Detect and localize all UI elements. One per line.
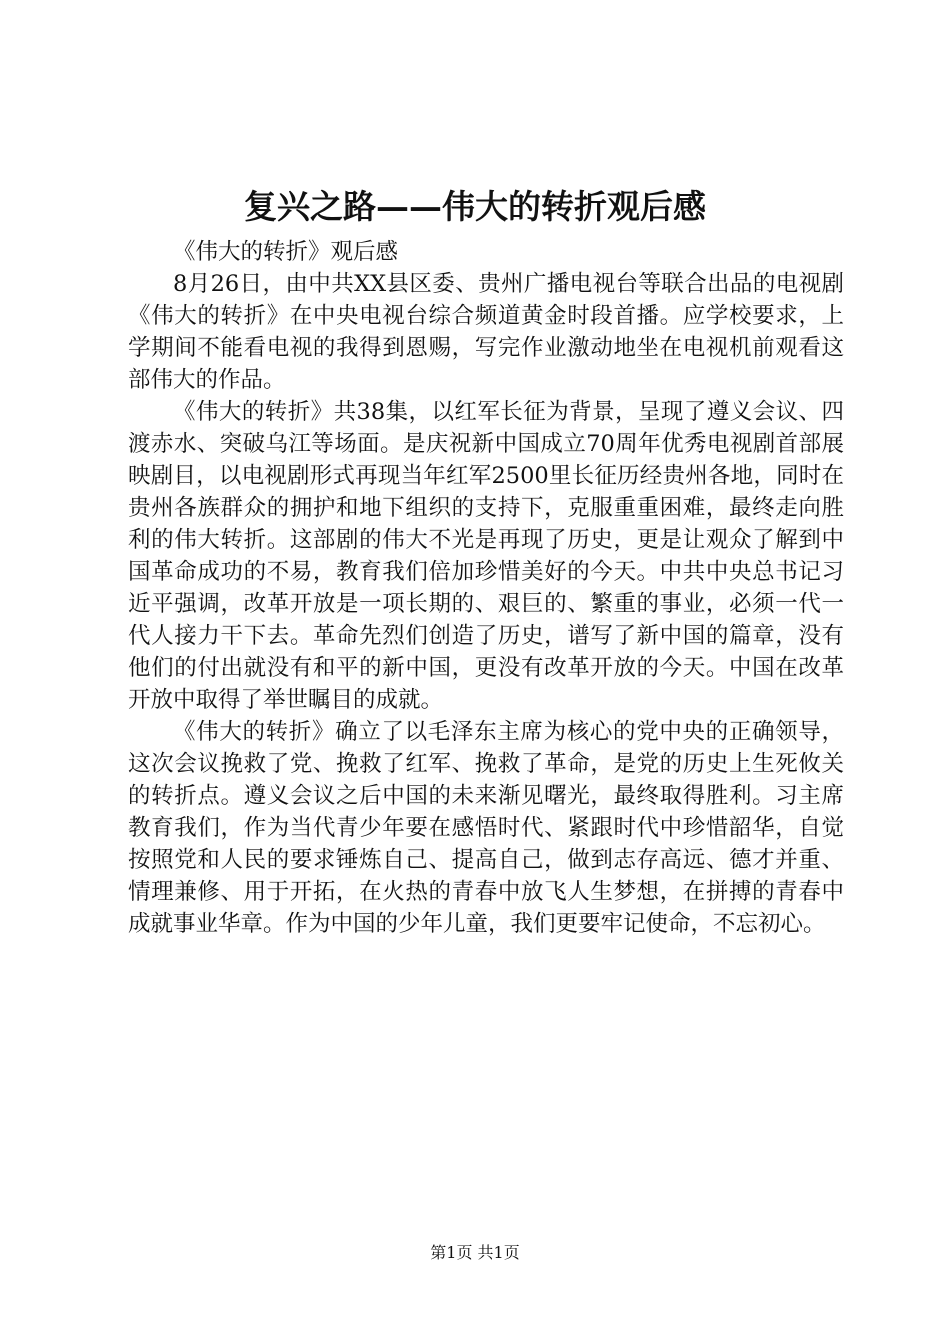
document-title: 复兴之路——伟大的转折观后感 <box>244 187 706 226</box>
paragraph-1: 8月26日，由中共XX县区委、贵州广播电视台等联合出品的电视剧《伟大的转折》在中央电视台综合频道黄金时段首播。应学校要求，上学期间不能看电视的我得到恩赐，写完作业激动地坐在电视机前观看这部伟大的作品。 <box>128 271 844 393</box>
paragraph-2: 《伟大的转折》共38集，以红军长征为背景，呈现了遵义会议、四渡赤水、突破乌江等场面。是庆祝新中国成立70周年优秀电视剧首部展映剧目，以电视剧形式再现当年红军2500里长征历经贵州各地，同时在贵州各族群众的拥护和地下组织的支持下，克服重重困难，最终走向胜利的伟大转折。这部剧的伟大不光是再现了历史，更是让观众了解到中国革命成功的不易，教育我们倍加珍惜美好的今天。中共中央总书记习近平强调，改革开放是一项长期的、艰巨的、繁重的事业，必须一代一代人接力干下去。革命先烈们创造了历史，谱写了新中国的篇章，没有他们的付出就没有和平的新中国，更没有改革开放的今天。中国在改革开放中取得了举世瞩目的成就。 <box>128 399 844 713</box>
document-body <box>128 236 844 940</box>
paragraph-3: 《伟大的转折》确立了以毛泽东主席为核心的党中央的正确领导，这次会议挽救了党、挽救了红军、挽救了革命，是党的历史上生死攸关的转折点。遵义会议之后中国的未来渐见曙光，最终取得胜利。习主席教育我们，作为当代青少年要在感悟时代、紧跟时代中珍惜韶华，自觉按照党和人民的要求锤炼自己、提高自己，做到志存高远、德才并重、情理兼修、用于开拓，在火热的青春中放飞人生梦想，在拼搏的青春中成就事业华章。作为中国的少年儿童，我们更要牢记使命，不忘初心。 <box>128 719 844 937</box>
page-footer: 第1页 共1页 <box>430 1243 520 1262</box>
paragraph-subtitle: 《伟大的转折》观后感 <box>173 239 399 265</box>
